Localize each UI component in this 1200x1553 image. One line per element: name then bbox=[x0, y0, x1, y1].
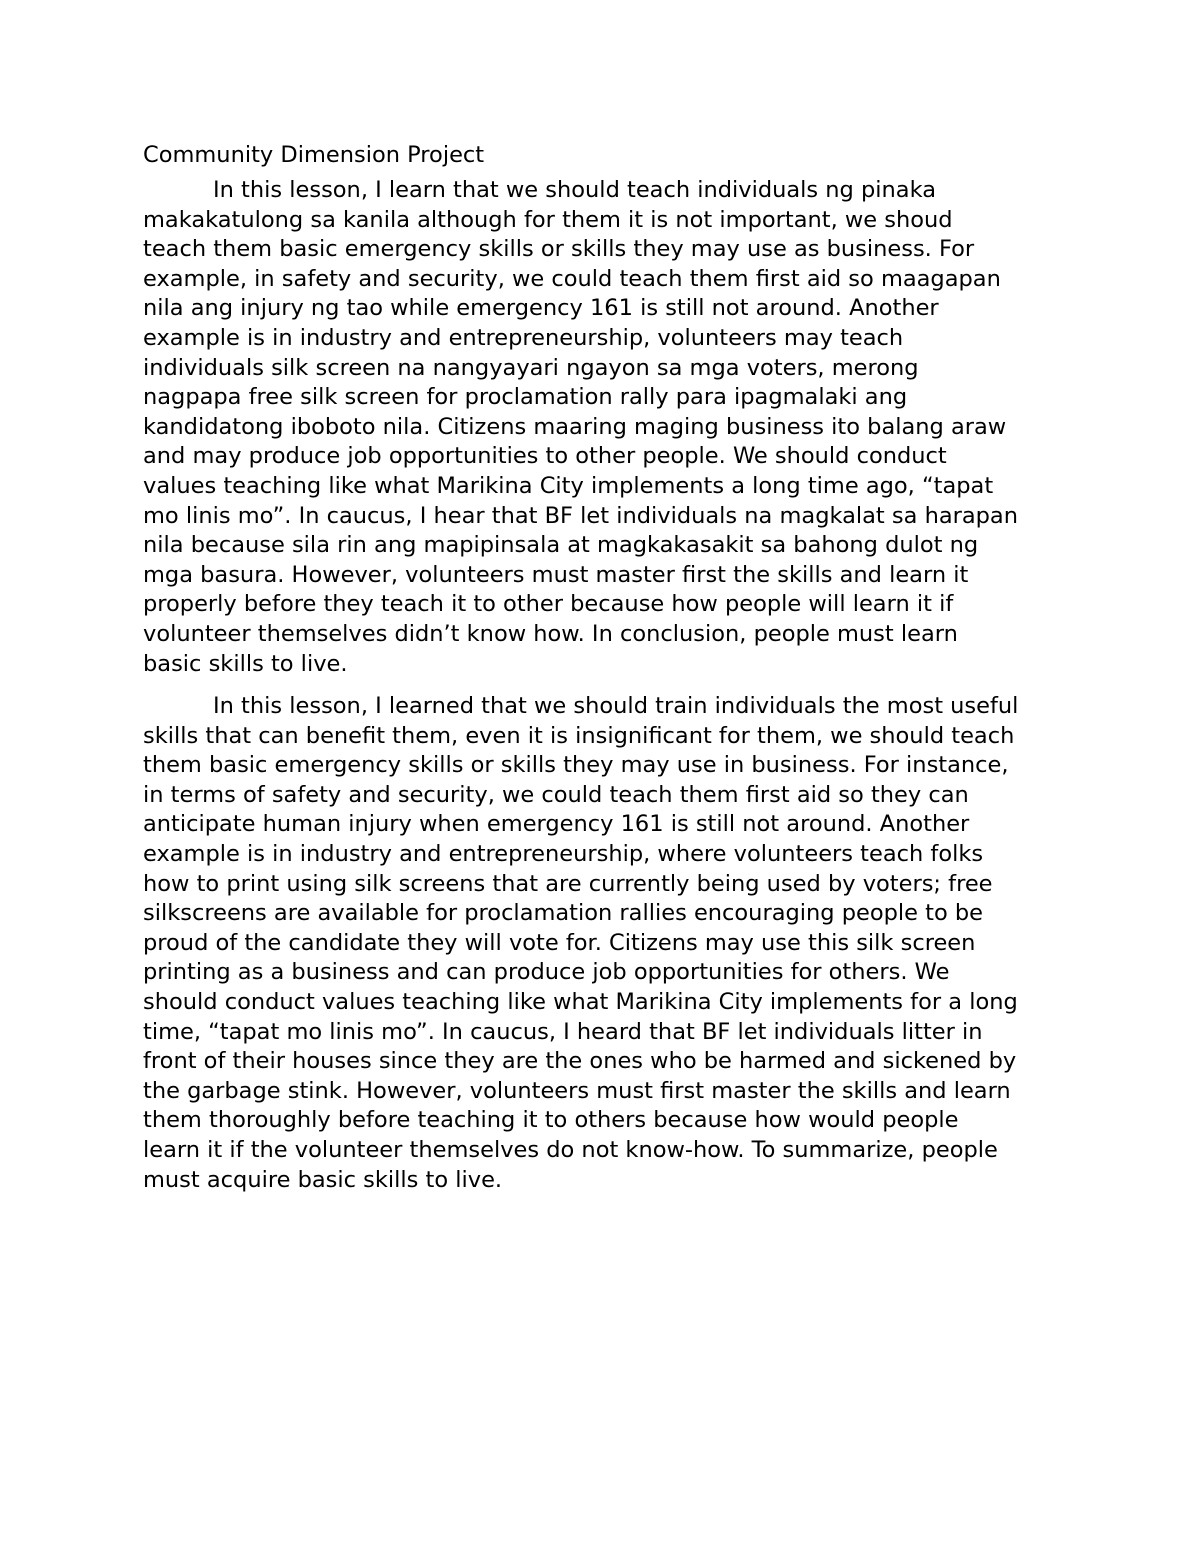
paragraph-line: kandidatong iboboto nila. Citizens maaring maging business ito balang araw bbox=[143, 413, 1007, 440]
paragraph-line: basic skills to live. bbox=[143, 650, 348, 677]
paragraph-line: makakatulong sa kanila although for them it is not important, we shoud bbox=[143, 206, 953, 233]
paragraph-line: proud of the candidate they will vote for. Citizens may use this silk screen bbox=[143, 929, 976, 956]
paragraph-line: printing as a business and can produce job opportunities for others. We bbox=[143, 959, 950, 986]
paragraph-line: In this lesson, I learned that we should train individuals the most useful bbox=[213, 693, 1019, 720]
paragraph-line: skills that can benefit them, even it is insignificant for them, we should teach bbox=[143, 722, 1015, 749]
paragraph-line: individuals silk screen na nangyayari ngayon sa mga voters, merong bbox=[143, 354, 919, 381]
paragraph-line: in terms of safety and security, we could teach them first aid so they can bbox=[143, 781, 969, 808]
paragraph-line: example, in safety and security, we could teach them first aid so maagapan bbox=[143, 265, 1001, 292]
paragraph-line: values teaching like what Marikina City implements a long time ago, “tapat bbox=[143, 472, 994, 499]
paragraph-line: example is in industry and entrepreneurship, where volunteers teach folks bbox=[143, 841, 984, 868]
paragraph-line: teach them basic emergency skills or skills they may use as business. For bbox=[143, 236, 975, 263]
paragraph-line: should conduct values teaching like what Marikina City implements for a long bbox=[143, 989, 1018, 1016]
paragraph-line: them thoroughly before teaching it to others because how would people bbox=[143, 1107, 959, 1134]
paragraph-line: example is in industry and entrepreneurship, volunteers may teach bbox=[143, 324, 904, 351]
paragraph-container bbox=[143, 176, 1058, 1195]
paragraph-line: volunteer themselves didn’t know how. In conclusion, people must learn bbox=[143, 620, 958, 647]
paragraph-line: anticipate human injury when emergency 161 is still not around. Another bbox=[143, 811, 970, 838]
paragraph-line: nila because sila rin ang mapipinsala at magkakasakit sa bahong dulot ng bbox=[143, 532, 979, 559]
paragraph-line: how to print using silk screens that are currently being used by voters; free bbox=[143, 870, 993, 897]
paragraph-line: and may produce job opportunities to other people. We should conduct bbox=[143, 443, 947, 470]
paragraph-line: properly before they teach it to other because how people will learn it if bbox=[143, 591, 954, 618]
paragraph-line: time, “tapat mo linis mo”. In caucus, I heard that BF let individuals litter in bbox=[143, 1018, 983, 1045]
paragraph-line: front of their houses since they are the ones who be harmed and sickened by bbox=[143, 1048, 1017, 1075]
paragraph-line: nila ang injury ng tao while emergency 161 is still not around. Another bbox=[143, 295, 939, 322]
document-title: Community Dimension Project bbox=[143, 142, 485, 168]
paragraph-line: silkscreens are available for proclamation rallies encouraging people to be bbox=[143, 900, 983, 927]
paragraph-2 bbox=[143, 692, 1058, 1195]
paragraph-line: mo linis mo”. In caucus, I hear that BF let individuals na magkalat sa harapan bbox=[143, 502, 1018, 529]
paragraph-line: them basic emergency skills or skills they may use in business. For instance, bbox=[143, 752, 1009, 779]
paragraph-line: mga basura. However, volunteers must master first the skills and learn it bbox=[143, 561, 969, 588]
paragraph-line: learn it if the volunteer themselves do not know-how. To summarize, people bbox=[143, 1137, 998, 1163]
paragraph-line: the garbage stink. However, volunteers must first master the skills and learn bbox=[143, 1077, 1011, 1104]
paragraph-line: nagpapa free silk screen for proclamation rally para ipagmalaki ang bbox=[143, 384, 908, 411]
paragraph-line: must acquire basic skills to live. bbox=[143, 1166, 503, 1193]
paragraph-line: In this lesson, I learn that we should teach individuals ng pinaka bbox=[213, 177, 936, 203]
paragraph-1 bbox=[143, 176, 1058, 679]
document-body bbox=[143, 140, 1058, 1208]
